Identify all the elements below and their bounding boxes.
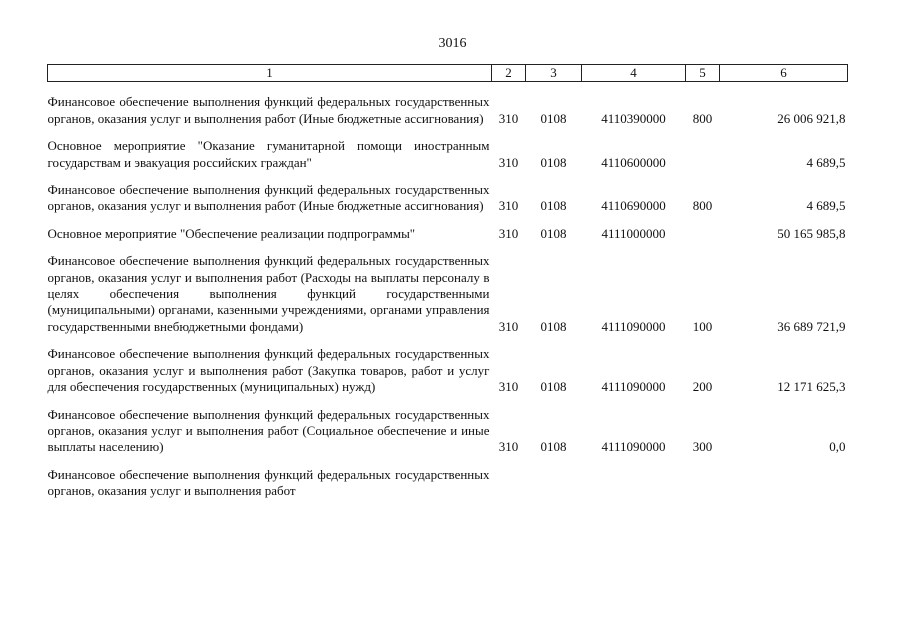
row-description: Основное мероприятие "Обеспечение реализации подпрограммы"	[47, 225, 416, 241]
table-row	[48, 226, 848, 242]
ministry-code: 310	[498, 439, 519, 455]
page-number: 3016	[438, 36, 467, 51]
target-code: 4110600000	[601, 154, 666, 170]
ministry-code: 310	[498, 110, 519, 126]
section-code: 0108	[540, 110, 567, 126]
row-description: Финансовое обеспечение выполнения функций федеральных государственных органов, оказания услуг и выполнения работ (Социальное обеспечение и иные выплаты населению)	[47, 406, 490, 455]
section-code: 0108	[540, 225, 567, 241]
amount: 50 165 985,8	[777, 225, 846, 241]
target-code: 4111000000	[601, 225, 666, 241]
expense-type-code	[686, 467, 720, 500]
column-header-4: 4	[582, 65, 686, 82]
amount: 4 689,5	[806, 154, 846, 170]
budget-table	[47, 64, 848, 500]
ministry-code: 310	[498, 318, 519, 334]
column-header-5: 5	[686, 65, 720, 82]
table-row	[48, 346, 848, 395]
amount	[720, 467, 848, 500]
row-description: Основное мероприятие "Оказание гуманитарной помощи иностранным государствам и эвакуация российских граждан"	[47, 138, 490, 170]
amount: 36 689 721,9	[777, 318, 846, 334]
row-description: Финансовое обеспечение выполнения функций федеральных государственных органов, оказания услуг и выполнения работ (Иные бюджетные ассигнования)	[47, 182, 490, 214]
row-description: Финансовое обеспечение выполнения функций федеральных государственных органов, оказания услуг и выполнения работ (Расходы на выплаты персоналу в целях обеспечения выполнения функций государственными (муниципальными) органами, казенными учреждениями, органами управления государственными внебюджетными фондами)	[47, 253, 490, 334]
table-row	[48, 253, 848, 335]
expense-type-code	[686, 226, 720, 242]
section-code: 0108	[540, 154, 567, 170]
table-row	[48, 94, 848, 127]
expense-type-code	[686, 138, 720, 171]
expense-type-code: 100	[692, 318, 713, 334]
column-header-1: 1	[48, 65, 492, 82]
column-header-3: 3	[526, 65, 582, 82]
row-description: Финансовое обеспечение выполнения функций федеральных государственных органов, оказания услуг и выполнения работ	[47, 466, 490, 499]
table-header	[48, 65, 848, 82]
target-code: 4111090000	[601, 439, 666, 455]
section-code: 0108	[540, 439, 567, 455]
section-code	[526, 467, 582, 500]
ministry-code: 310	[498, 154, 519, 170]
row-description: Финансовое обеспечение выполнения функций федеральных государственных органов, оказания услуг и выполнения работ (Закупка товаров, работ и услуг для обеспечения государственных (муниципальных) нужд)	[47, 346, 490, 395]
expense-type-code: 800	[692, 198, 713, 214]
target-code	[582, 467, 686, 500]
amount: 12 171 625,3	[777, 379, 846, 395]
section-code: 0108	[540, 318, 567, 334]
target-code: 4111090000	[601, 318, 666, 334]
ministry-code: 310	[498, 225, 519, 241]
amount: 26 006 921,8	[777, 110, 846, 126]
expense-type-code: 800	[692, 110, 713, 126]
target-code: 4111090000	[601, 379, 666, 395]
amount: 4 689,5	[806, 198, 846, 214]
ministry-code: 310	[498, 198, 519, 214]
column-header-2: 2	[492, 65, 526, 82]
table-row	[48, 407, 848, 456]
section-code: 0108	[540, 198, 567, 214]
column-header-6: 6	[720, 65, 848, 82]
ministry-code	[492, 467, 526, 500]
amount: 0,0	[829, 439, 846, 455]
ministry-code: 310	[498, 379, 519, 395]
table-row	[48, 467, 848, 500]
section-code: 0108	[540, 379, 567, 395]
target-code: 4110390000	[601, 110, 666, 126]
target-code: 4110690000	[601, 198, 666, 214]
row-description: Финансовое обеспечение выполнения функций федеральных государственных органов, оказания услуг и выполнения работ (Иные бюджетные ассигнования)	[47, 94, 490, 126]
expense-type-code: 200	[692, 379, 713, 395]
table-row	[48, 182, 848, 215]
table-row	[48, 138, 848, 171]
expense-type-code: 300	[692, 439, 713, 455]
